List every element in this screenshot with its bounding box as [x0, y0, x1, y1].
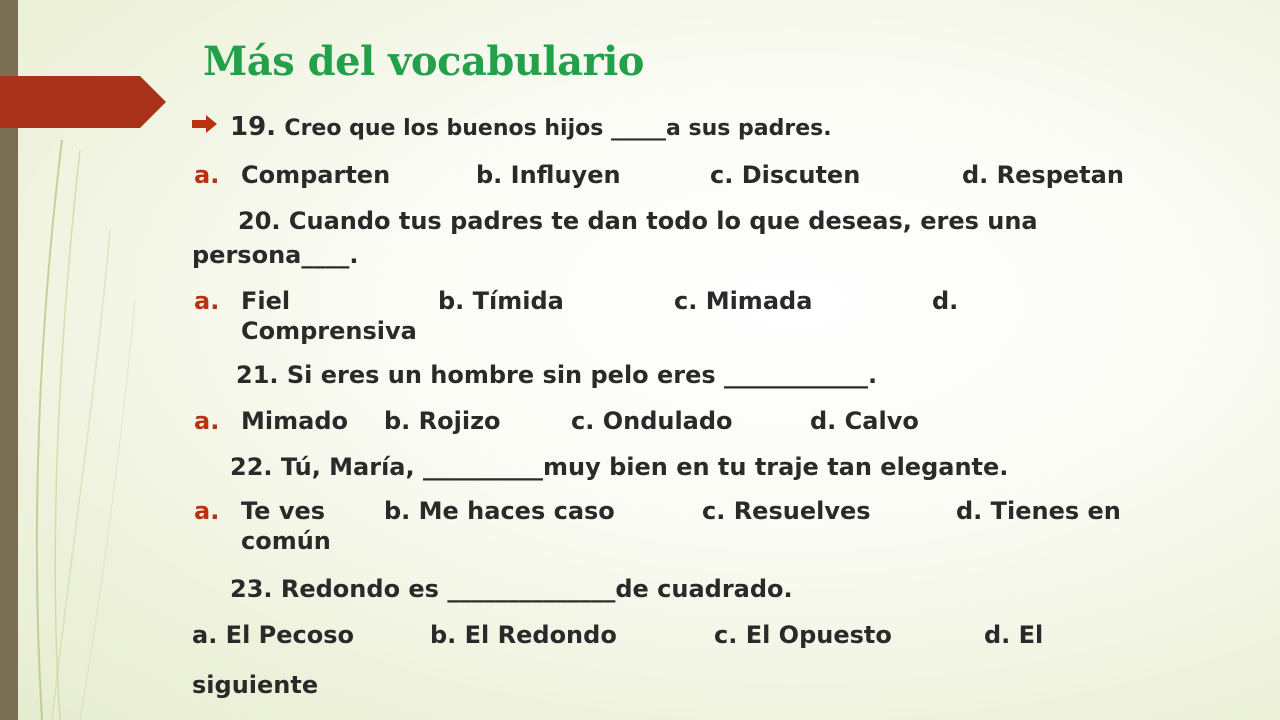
option-a: Comparten: [241, 161, 391, 189]
question-text: Creo que los buenos hijos _____a sus padres.: [284, 116, 832, 141]
question-20-cont: persona____.: [192, 241, 359, 269]
option-letter: a.: [194, 161, 220, 189]
option-a: Te ves: [241, 497, 326, 525]
option-b: b. Tímida: [438, 287, 564, 315]
option-d-cont: común: [241, 527, 331, 555]
question-number: 19.: [230, 112, 277, 142]
question-20: 20. Cuando tus padres te dan todo lo que deseas, eres una: [238, 207, 1038, 235]
slide-title: Más del vocabulario: [203, 38, 644, 85]
options-row-20: [194, 286, 219, 316]
option-a: Mimado: [241, 407, 348, 435]
arrow-bullet-icon: [192, 114, 218, 134]
question-19: [230, 112, 832, 144]
option-c: c. El Opuesto: [714, 621, 892, 649]
options-row-21: [194, 406, 219, 436]
option-a: Fiel: [241, 287, 291, 315]
option-d: d. Respetan: [962, 161, 1124, 189]
option-a: a. El Pecoso: [192, 621, 354, 649]
option-d: d. Calvo: [810, 407, 919, 435]
option-letter: a.: [194, 407, 220, 435]
option-d: d. El: [984, 621, 1044, 649]
question-21: 21. Si eres un hombre sin pelo eres ____________.: [236, 361, 878, 389]
option-b: b. Me haces caso: [384, 497, 615, 525]
option-d: d. Tienes en: [956, 497, 1121, 525]
option-c: c. Ondulado: [571, 407, 733, 435]
option-c: c. Resuelves: [702, 497, 871, 525]
option-c: c. Mimada: [674, 287, 813, 315]
options-row-19: [194, 160, 219, 190]
option-b: b. Influyen: [476, 161, 621, 189]
option-letter: a.: [194, 287, 220, 315]
question-22: 22. Tú, María, __________muy bien en tu traje tan elegante.: [230, 453, 1009, 481]
option-c: c. Discuten: [710, 161, 861, 189]
option-d-cont: Comprensiva: [241, 317, 417, 345]
option-b: b. El Redondo: [430, 621, 617, 649]
question-23: 23. Redondo es ______________de cuadrado.: [230, 575, 793, 603]
option-letter: a.: [194, 497, 220, 525]
option-d: d.: [932, 287, 959, 315]
options-row-22: [194, 496, 219, 526]
option-b: b. Rojizo: [384, 407, 501, 435]
title-accent-tab: [0, 76, 166, 128]
option-d-cont: siguiente: [192, 671, 319, 699]
